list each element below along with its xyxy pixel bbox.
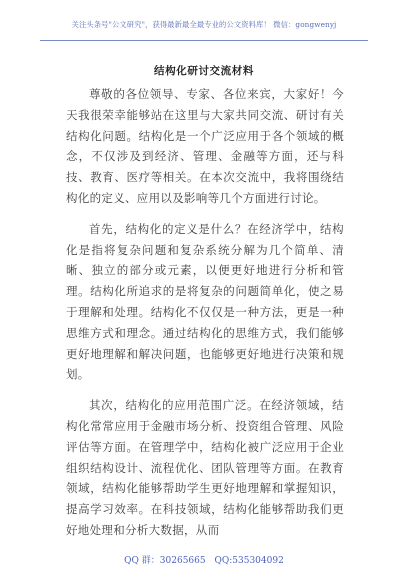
header-divider [40,40,368,41]
footer-contact [0,553,408,566]
document-title: 结构化研讨交流材料 [154,65,254,77]
footer-qq: QQ:535304092 [214,556,284,566]
header-note: 关注头条号"公文研究"，获得最新最全最专业的公文资料库！ 微信：gongwenyj [71,20,337,29]
paragraph-opening: 尊敬的各位领导、专家、各位来宾，大家好！今天我很荣幸能够站在这里与大家共同交流、研讨有关结构化问题。结构化是一个广泛应用于各个领域的概念，不仅涉及到经济、管理、金融等方面，还与科技、教育、医疗等相关。在本次交流中，我将围绕结构化的定义、应用以及影响等几个方面进行讨论。 [66,87,344,205]
footer-qq-group: QQ 群：30265665 [124,556,206,566]
paragraph-definition: 首先，结构化的定义是什么？在经济学中，结构化是指将复杂问题和复杂系统分解为几个简单、清晰、独立的部分或元素，以便更好地进行分析和管理。结构化所追求的是将复杂的问题简单化，使之易于理解和处理。结构化不仅仅是一种方法，更是一种思维方式和理念。通过结构化的思维方式，我们能够更好地理解和解决问题，也能够更好地进行决策和规划。 [66,221,344,382]
document-body [66,84,344,551]
paragraph-application: 其次，结构化的应用范围广泛。在经济领域，结构化常常应用于金融市场分析、投资组合管理、风险评估等方面。在管理学中，结构化被广泛应用于企业组织结构设计、流程优化、团队管理等方面。在教育领域，结构化能够帮助学生更好地理解和掌握知识，提高学习效率。在科技领域，结构化能够帮助我们更好地处理和分析大数据，从而 [66,398,344,537]
